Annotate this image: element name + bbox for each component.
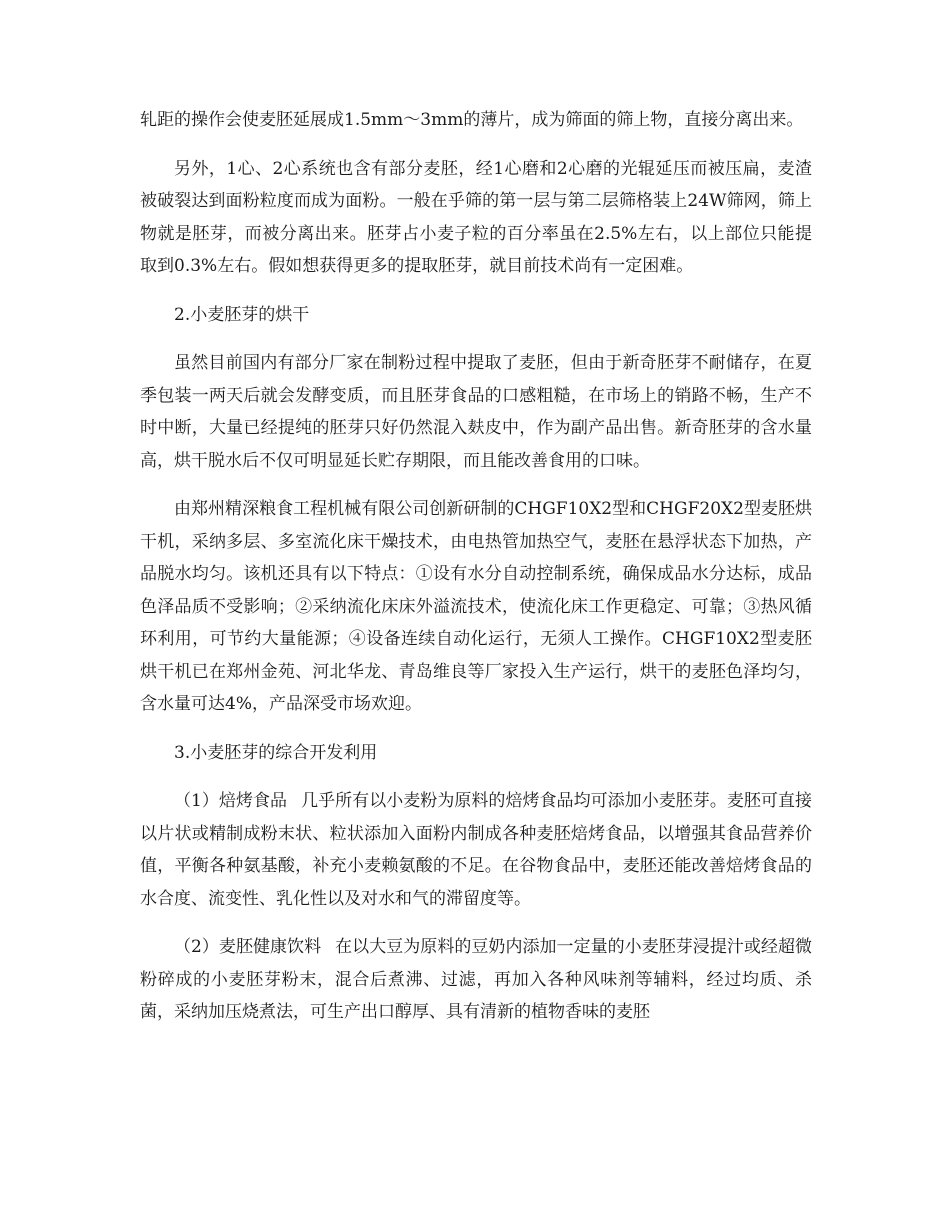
paragraph-text: 另外，1心、2心系统也含有部分麦胚，经1心磨和2心磨的光辊延压而被压扁，麦渣被破裂达到面粉粒度而成为面粉。一般在乎筛的第一层与第二层筛格装上24W筛网，筛上物就是胚芽，而被分离出来。胚芽占小麦子粒的百分率虽在2.5%左右，以上部位只能提取到0.3%左右。假如想获得更多的提取胚芽，就目前技术尚有一定困难。: [140, 158, 812, 276]
paragraph-baked-foods: [140, 785, 812, 915]
section-heading-text: 2.小麦胚芽的烘干: [174, 304, 310, 325]
paragraph-text: 轧距的操作会使麦胚延展成1.5mm～3mm的薄片，成为筛面的筛上物，直接分离出来。: [140, 110, 804, 130]
paragraph-text: 在以大豆为原料的豆奶内添加一定量的小麦胚芽浸提汁或经超微粉碎成的小麦胚芽粉末，混合后煮沸、过滤，再加入各种风味剂等辅料，经过均质、杀菌，采纳加压烧煮法，可生产出口醇厚、具有清新的植物香味的麦胚: [140, 937, 812, 1022]
paragraph-text: 几乎所有以小麦粉为原料的焙烤食品均可添加小麦胚芽。麦胚可直接以片状或精制成粉末状、粒状添加入面粉内制成各种麦胚焙烤食品，以增强其食品营养价值，平衡各种氨基酸，补充小麦赖氨酸的不足。在谷物食品中，麦胚还能改善焙烤食品的水合度、流变性、乳化性以及对水和气的滞留度等。: [140, 791, 812, 909]
document-body: [140, 104, 812, 1045]
paragraph-text: 虽然目前国内有部分厂家在制粉过程中提取了麦胚，但由于新奇胚芽不耐储存，在夏季包装一两天后就会发酵变质，而且胚芽食品的口感粗糙，在市场上的销路不畅，生产不时中断，大量已经提纯的胚芽只好仍然混入麸皮中，作为副产品出售。新奇胚芽的含水量高，烘干脱水后不仅可明显延长贮存期限，而且能改善食用的口味。: [140, 353, 812, 471]
paragraph-storage: [140, 347, 812, 477]
paragraph-text: 由郑州精深粮食工程机械有限公司创新研制的CHGF10X2型和CHGF20X2型麦胚烘干机，采纳多层、多室流化床干燥技术，由电热管加热空气，麦胚在悬浮状态下加热，产品脱水均匀。该机还具有以下特点：①设有水分自动控制系统，确保成品水分达标，成品色泽品质不受影响；②采纳流化床床外溢流技术，使流化床工作更稳定、可靠；③热风循环利用，可节约大量能源；④设备连续自动化运行，无须人工操作。CHGF10X2型麦胚烘干机已在郑州金苑、河北华龙、青岛维良等厂家投入生产运行，烘干的麦胚色泽均匀，含水量可达4%，产品深受市场欢迎。: [140, 499, 812, 714]
paragraph-dryer-machine: [140, 493, 812, 721]
paragraph-lead: （2）麦胚健康饮料: [174, 937, 322, 957]
paragraph-lead: （1）焙烤食品: [174, 791, 288, 811]
paragraph-rolling-gap: [140, 104, 812, 137]
section-heading-text: 3.小麦胚芽的综合开发利用: [174, 742, 378, 763]
section-heading-drying: [140, 299, 812, 332]
paragraph-health-drink: [140, 931, 812, 1029]
paragraph-heart-system: [140, 153, 812, 283]
section-heading-utilization: [140, 737, 812, 770]
